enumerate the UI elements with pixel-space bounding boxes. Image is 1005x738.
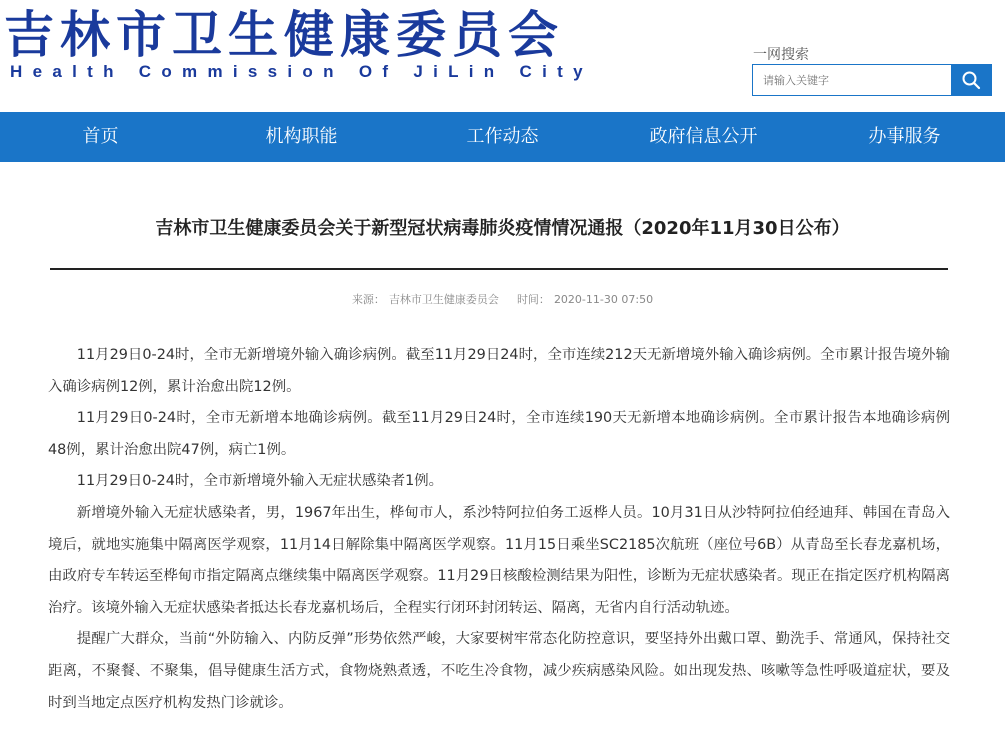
search-icon [961,70,981,90]
search-input[interactable] [753,65,951,95]
paragraph: 11月29日0-24时，全市无新增本地确诊病例。截至11月29日24时，全市连续190天无新增本地确诊病例。全市累计报告本地确诊病例48例，累计治愈出院47例，病亡1例。 [48,410,950,458]
site-header [0,0,1005,112]
title-divider [50,268,948,270]
nav-item-home[interactable]: 首页 [82,126,119,147]
search-button[interactable] [951,65,991,95]
site-logo-chinese[interactable]: 吉林市卫生健康委员会 [4,5,564,64]
nav-item-info-disclosure[interactable]: 政府信息公开 [649,126,758,147]
article-body [48,340,950,719]
nav-item-functions[interactable]: 机构职能 [265,126,338,147]
article-meta [0,291,1005,307]
time-value: 2020-11-30 07:50 [553,293,654,306]
paragraph: 新增境外输入无症状感染者，男，1967年出生，桦甸市人，系沙特阿拉伯务工返桦人员。10月31日从沙特阿拉伯经迪拜、韩国在青岛入境后，就地实施集中隔离医学观察，11月14日解除集中隔离医学观察。11月15日乘坐SC2185次航班（座位号6B）从青岛至长春龙嘉机场，由政府专车转运至桦甸市指定隔离点继续集中隔离医学观察。11月29日核酸检测结果为阳性，诊断为无症状感染者。现正在指定医疗机构隔离治疗。该境外输入无症状感染者抵达长春龙嘉机场后，全程实行闭环封闭转运、隔离，无省内自行活动轨迹。 [48,504,950,616]
search-box [752,64,992,96]
search-title: 一网搜索 [753,47,809,63]
source-value: 吉林市卫生健康委员会 [388,293,499,306]
paragraph: 提醒广大群众，当前“外防输入、内防反弹”形势依然严峻，大家要树牢常态化防控意识，要坚持外出戴口罩、勤洗手、常通风，保持社交距离，不聚餐、不聚集，倡导健康生活方式，食物烧熟煮透，不吃生冷食物，减少疾病感染风险。如出现发热、咳嗽等急性呼吸道症状，要及时到当地定点医疗机构发热门诊就诊。 [48,631,950,711]
nav-item-services[interactable]: 办事服务 [868,126,941,147]
site-logo-english[interactable]: Health Commission Of JiLin City [10,62,593,81]
paragraph: 11月29日0-24时，全市新增境外输入无症状感染者1例。 [76,473,444,490]
main-nav [0,112,1005,162]
article-title: 吉林市卫生健康委员会关于新型冠状病毒肺炎疫情情况通报（2020年11月30日公布） [155,218,850,239]
time-label: 时间： [516,293,550,306]
source-label: 来源： [351,293,385,306]
paragraph: 11月29日0-24时，全市无新增境外输入确诊病例。截至11月29日24时，全市连续212天无新增境外输入确诊病例。全市累计报告境外输入确诊病例12例，累计治愈出院12例。 [48,347,950,395]
nav-item-news[interactable]: 工作动态 [466,126,539,147]
